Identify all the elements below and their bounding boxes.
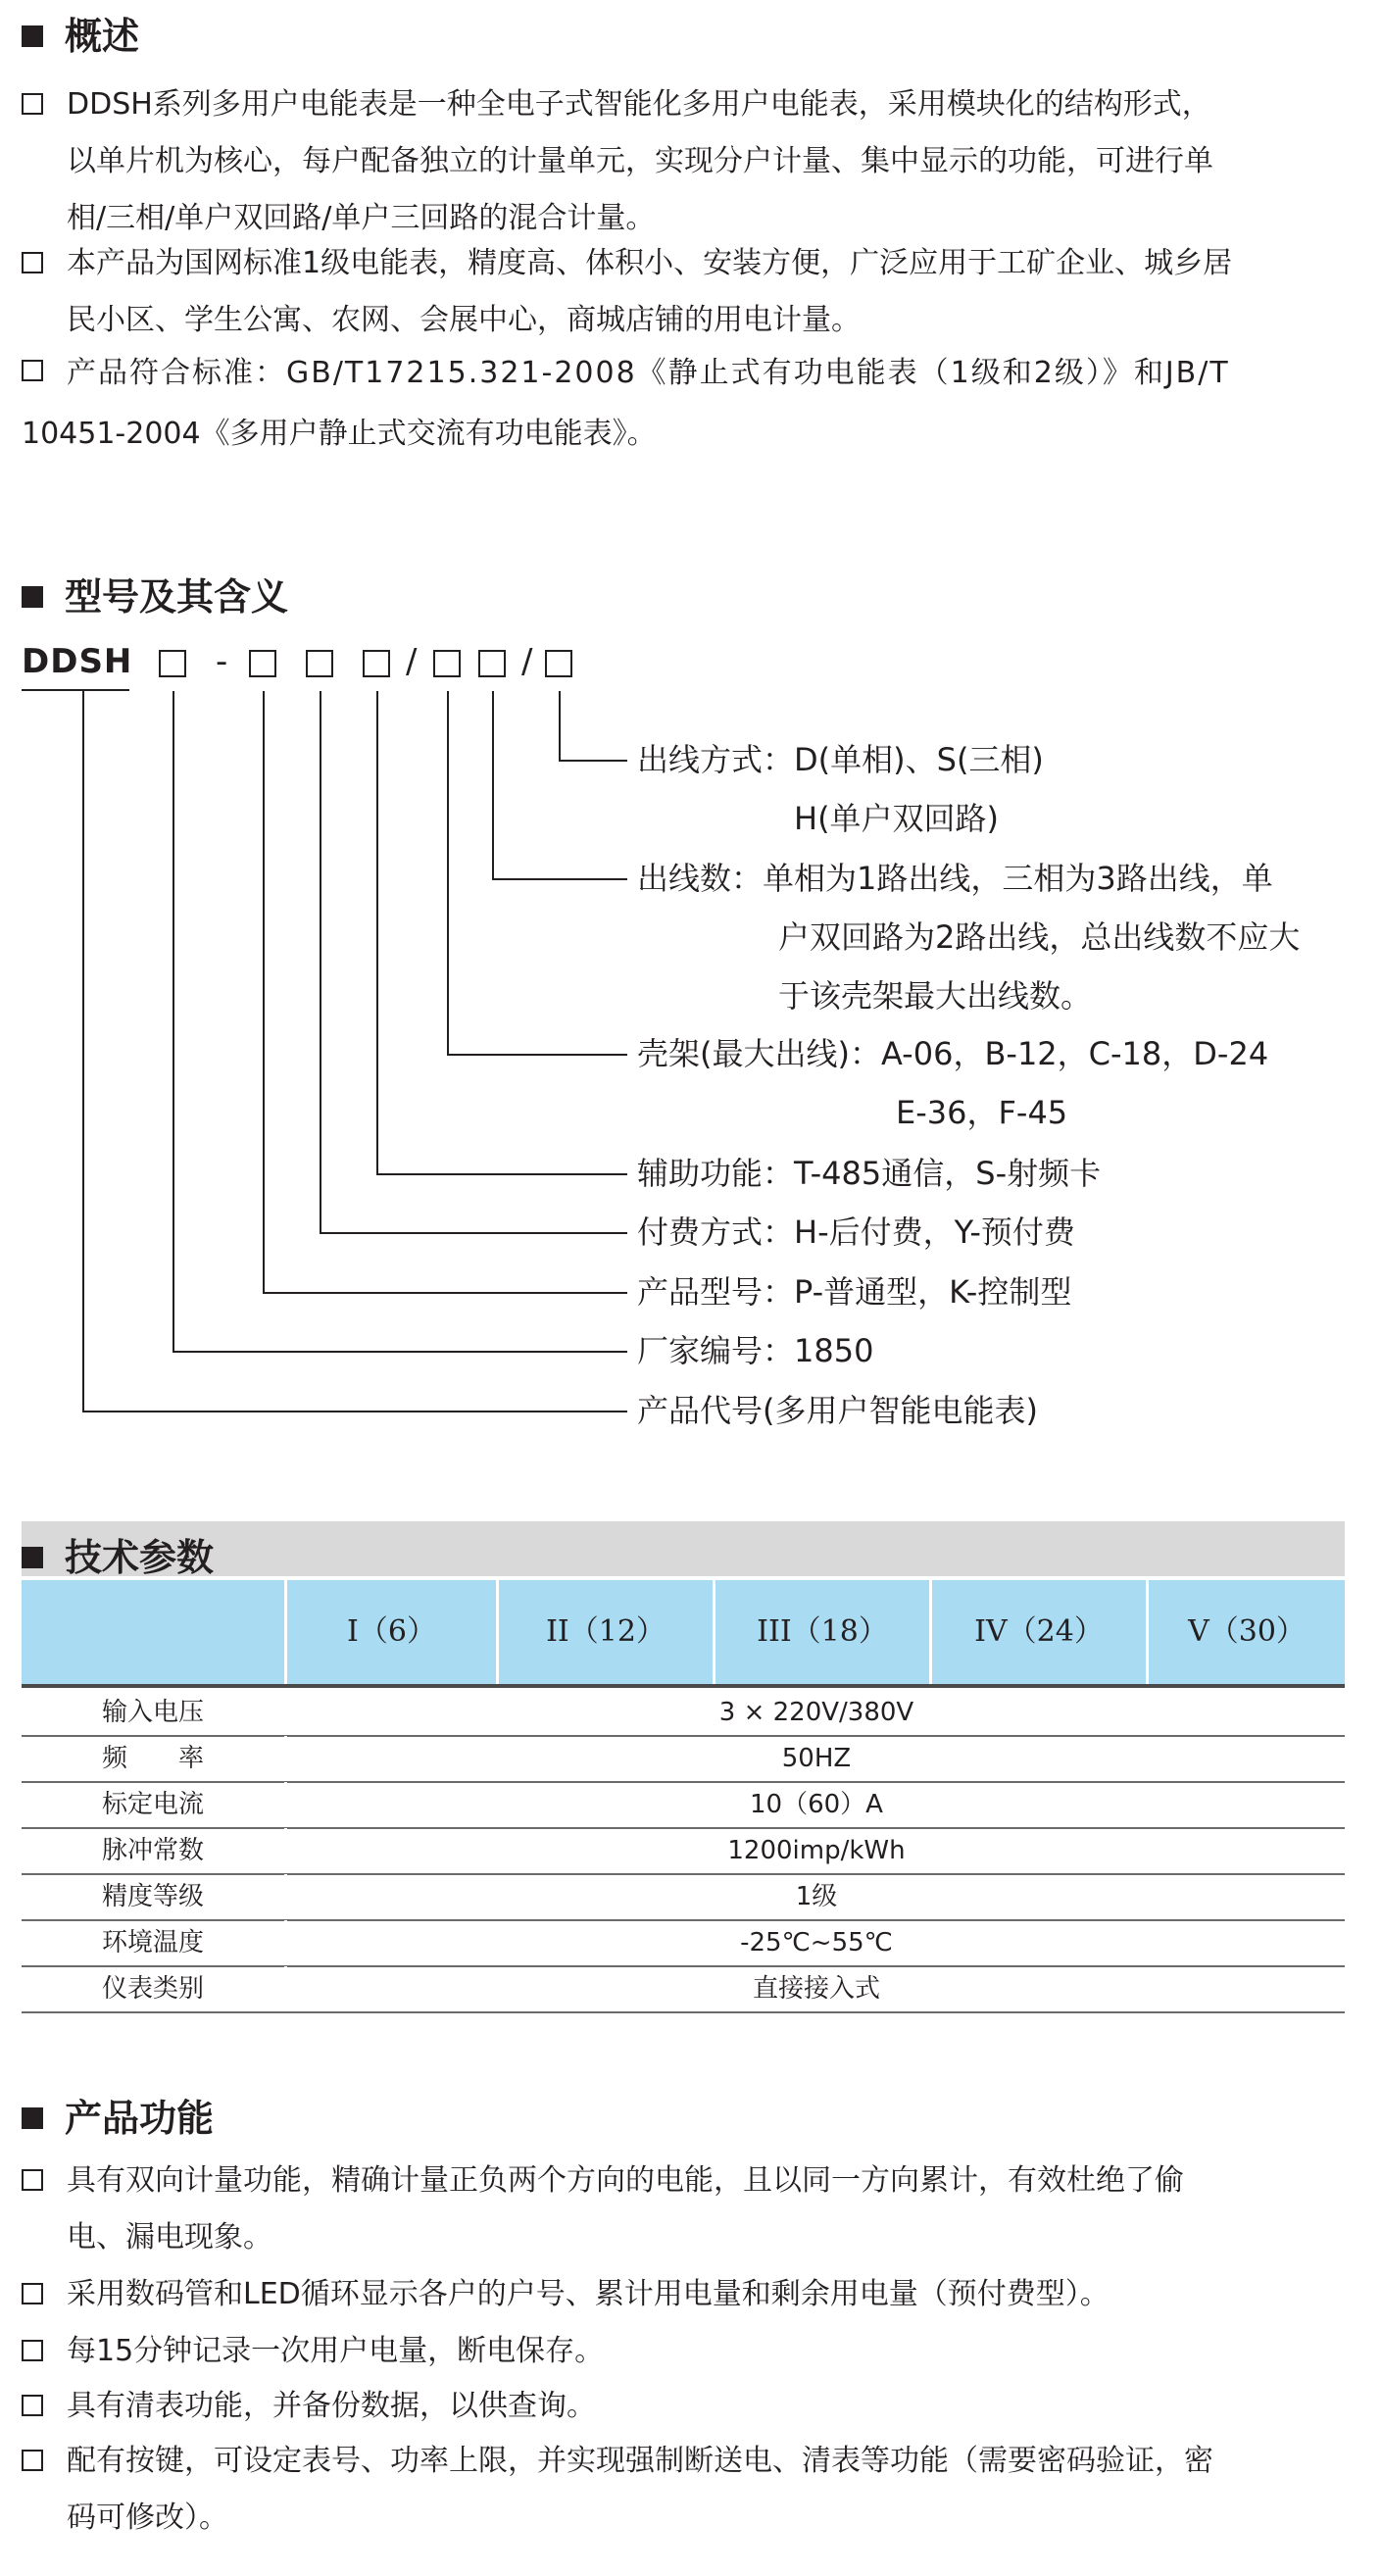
desc-product-code: 产品代号(多用户智能电能表) bbox=[637, 1392, 1038, 1429]
spec-value: 直接接入式 bbox=[752, 1974, 880, 2004]
specs-col-5: V（30） bbox=[1188, 1614, 1306, 1649]
spec-value: 1200imp/kWh bbox=[727, 1836, 906, 1865]
model-slash-1: / bbox=[406, 642, 418, 681]
function-item-2: 采用数码管和LED循环显示各户的户号、累计用电量和剩余用电量（预付费型）。 bbox=[22, 2266, 1355, 2323]
model-dash: - bbox=[216, 642, 228, 681]
connector-v-0 bbox=[82, 691, 84, 1412]
connector-v-5 bbox=[447, 691, 449, 1054]
model-title: 型号及其含义 bbox=[22, 567, 288, 620]
model-box-1 bbox=[159, 650, 186, 677]
connector-v-1 bbox=[173, 691, 174, 1352]
desc-outlet-mode: 出线方式：D(单相)、S(三相) H(单户双回路) bbox=[637, 741, 1044, 837]
checkbox-icon bbox=[22, 93, 43, 115]
overview-item-3: 产品符合标准：GB/T17215.321-2008《静止式有功电能表（1级和2级）》和JB/T 10451-2004《多用户静止式交流有功电能表》。 bbox=[22, 356, 1230, 451]
spec-label: 仪表类别 bbox=[101, 1974, 204, 2004]
table-row bbox=[22, 1782, 1345, 1829]
spec-label: 环境温度 bbox=[101, 1928, 204, 1957]
connector-h-1 bbox=[173, 1351, 627, 1353]
specs-col-1: I（6） bbox=[347, 1614, 436, 1649]
model-box-6 bbox=[478, 650, 506, 677]
table-row bbox=[22, 1874, 1345, 1921]
function-item-1: 具有双向计量功能，精确计量正负两个方向的电能，且以同一方向累计，有效杜绝了偷 电、漏电现象。 bbox=[22, 2153, 1355, 2266]
overview-item-1: DDSH系列多用户电能表是一种全电子式智能化多用户电能表，采用模块化的结构形式， 以单片机为核心，每户配备独立的计量单元，实现分户计量、集中显示的功能，可进行单 相/三相/单户双回路/单户三回路的混合计量。 bbox=[22, 76, 1355, 247]
spec-value: 50HZ bbox=[781, 1744, 852, 1773]
table-row bbox=[22, 1966, 1345, 2013]
spec-value: -25℃~55℃ bbox=[740, 1928, 893, 1957]
spec-label: 输入电压 bbox=[101, 1698, 204, 1727]
specs-col-4: IV（24） bbox=[974, 1614, 1104, 1649]
model-box-7 bbox=[545, 650, 572, 677]
connector-v-6 bbox=[492, 691, 494, 879]
checkbox-icon bbox=[22, 2450, 43, 2471]
connector-v-4 bbox=[376, 691, 378, 1173]
specs-title: 技术参数 bbox=[22, 1527, 214, 1581]
connector-h-2 bbox=[263, 1292, 627, 1294]
section-bullet-icon bbox=[22, 586, 43, 608]
model-box-2 bbox=[249, 650, 276, 677]
connector-v-7 bbox=[559, 691, 561, 760]
connector-v-3 bbox=[320, 691, 321, 1232]
desc-outlet-count: 出线数：单相为1路出线，三相为3路出线，单 户双回路为2路出线，总出线数不应大 于该壳架最大出线数。 bbox=[637, 860, 1301, 1015]
connector-h-6 bbox=[492, 878, 627, 880]
checkbox-icon bbox=[22, 2283, 43, 2304]
table-row bbox=[22, 1736, 1345, 1783]
section-bullet-icon bbox=[22, 1547, 43, 1568]
connector-v-2 bbox=[263, 691, 265, 1293]
spec-label: 精度等级 bbox=[101, 1882, 204, 1911]
section-bullet-icon bbox=[22, 2107, 43, 2129]
desc-product-type: 产品型号：P-普通型，K-控制型 bbox=[637, 1273, 1072, 1311]
connector-h-0 bbox=[82, 1411, 627, 1412]
overview-title: 概述 bbox=[22, 6, 139, 60]
checkbox-icon bbox=[22, 2395, 43, 2416]
specs-col-2: II（12） bbox=[546, 1614, 666, 1649]
connector-h-7 bbox=[559, 760, 627, 762]
functions-title: 产品功能 bbox=[22, 2088, 214, 2142]
model-box-5 bbox=[433, 650, 461, 677]
function-item-3: 每15分钟记录一次用户电量，断电保存。 bbox=[22, 2323, 1355, 2380]
checkbox-icon bbox=[22, 360, 43, 381]
function-item-4: 具有清表功能，并备份数据，以供查询。 bbox=[22, 2378, 1355, 2435]
model-box-4 bbox=[363, 650, 390, 677]
overview-item-2: 本产品为国网标准1级电能表，精度高、体积小、安装方便，广泛应用于工矿企业、城乡居 民小区、学生公寓、农网、会展中心，商城店铺的用电计量。 bbox=[22, 235, 1355, 349]
desc-manufacturer: 厂家编号：1850 bbox=[637, 1332, 874, 1369]
table-row bbox=[22, 1828, 1345, 1875]
prefix-underline bbox=[22, 689, 129, 691]
table-row bbox=[22, 1920, 1345, 1967]
checkbox-icon bbox=[22, 252, 43, 273]
spec-value: 1级 bbox=[795, 1882, 838, 1911]
checkbox-icon bbox=[22, 2340, 43, 2361]
table-row bbox=[22, 1690, 1345, 1737]
model-box-3 bbox=[306, 650, 333, 677]
model-prefix: DDSH bbox=[22, 642, 133, 681]
desc-frame: 壳架(最大出线)：A-06，B-12，C-18，D-24 E-36，F-45 bbox=[637, 1035, 1269, 1131]
spec-label: 脉冲常数 bbox=[101, 1836, 204, 1865]
specs-title-band bbox=[22, 1521, 1345, 1576]
connector-h-5 bbox=[447, 1054, 627, 1056]
spec-label: 标定电流 bbox=[101, 1790, 204, 1819]
connector-h-4 bbox=[376, 1173, 627, 1175]
spec-label: 频 率 bbox=[101, 1744, 204, 1773]
connector-h-3 bbox=[320, 1232, 627, 1234]
specs-col-3: III（18） bbox=[757, 1614, 888, 1649]
spec-value: 3 × 220V/380V bbox=[718, 1698, 914, 1727]
desc-payment: 付费方式：H-后付费，Y-预付费 bbox=[637, 1214, 1075, 1251]
model-slash-2: / bbox=[521, 642, 533, 681]
section-bullet-icon bbox=[22, 25, 43, 47]
checkbox-icon bbox=[22, 2169, 43, 2191]
specs-table-header bbox=[22, 1580, 1345, 1688]
desc-aux-function: 辅助功能：T-485通信，S-射频卡 bbox=[637, 1155, 1102, 1192]
spec-value: 10（60）A bbox=[750, 1790, 883, 1819]
function-item-5: 配有按键，可设定表号、功率上限，并实现强制断送电、清表等功能（需要密码验证，密 码可修改）。 bbox=[22, 2433, 1355, 2547]
